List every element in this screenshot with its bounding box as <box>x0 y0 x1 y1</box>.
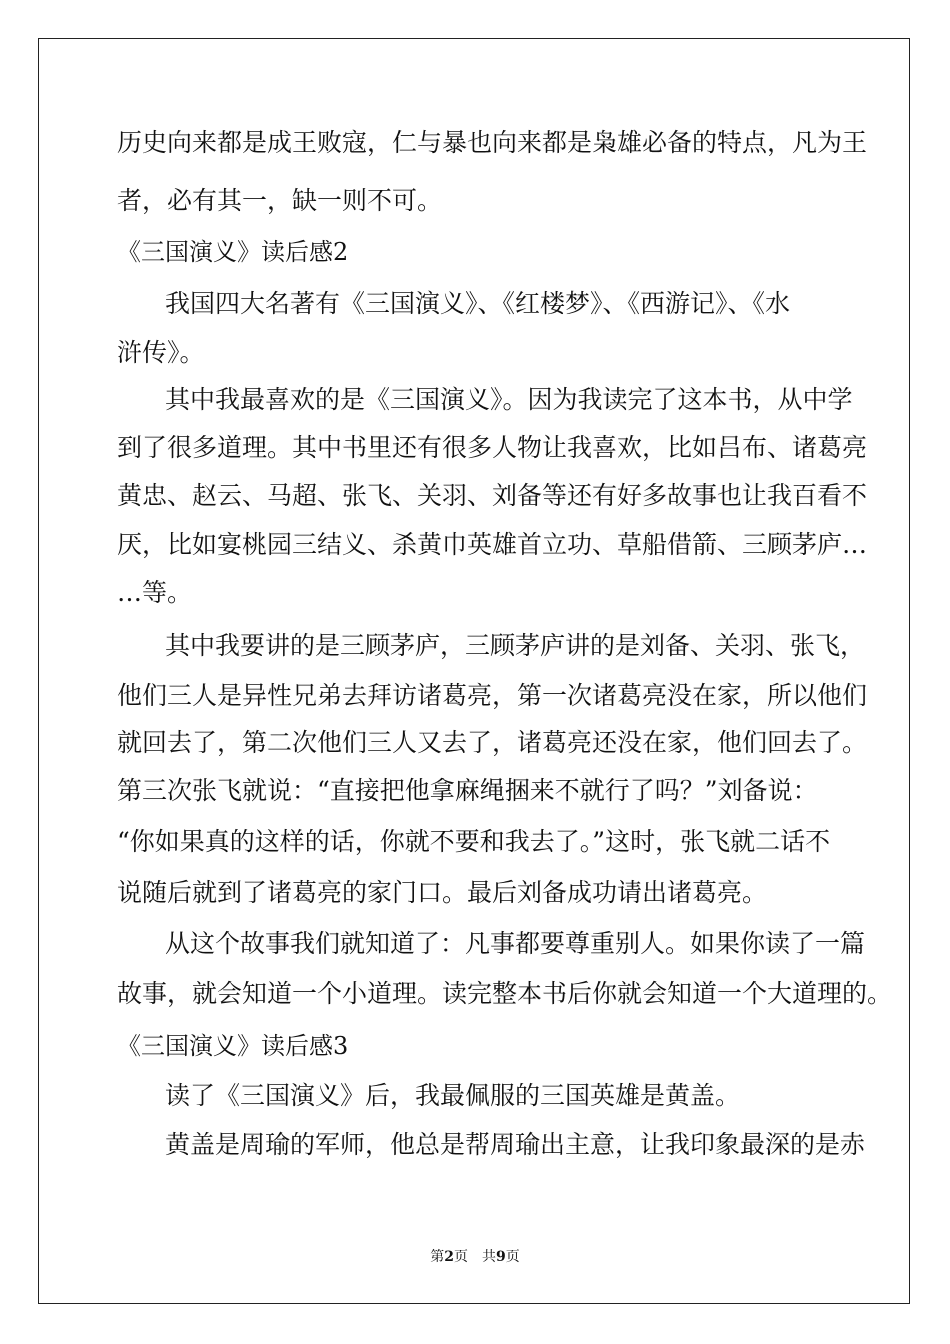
paragraph-line: 我国四大名著有《三国演义》、《红楼梦》、《西游记》、《水 <box>165 289 791 318</box>
paragraph-line: 到了很多道理。其中书里还有很多人物让我喜欢，比如吕布、诸葛亮 <box>117 433 868 462</box>
paragraph-line: 第三次张飞就说：“直接把他拿麻绳捆来不就行了吗？”刘备说： <box>117 776 818 805</box>
paragraph-line: 浒传》。 <box>117 338 205 367</box>
paragraph-line: 其中我最喜欢的是《三国演义》。因为我读完了这本书，从中学 <box>165 385 853 414</box>
paragraph-line: “你如果真的这样的话，你就不要和我去了。”这时，张飞就二话不 <box>117 827 831 856</box>
page-footer <box>0 1248 950 1266</box>
footer-prefix: 第 <box>430 1249 445 1265</box>
current-page-number: 2 <box>444 1249 454 1265</box>
paragraph-line: …等。 <box>117 578 193 607</box>
footer-mid: 页 共 <box>454 1249 496 1265</box>
paragraph-line: 说随后就到了诸葛亮的家门口。最后刘备成功请出诸葛亮。 <box>117 878 768 907</box>
paragraph-line: 故事，就会知道一个小道理。读完整本书后你就会知道一个大道理的。 <box>117 979 893 1008</box>
paragraph-line: 其中我要讲的是三顾茅庐，三顾茅庐讲的是刘备、关羽、张飞， <box>165 631 866 660</box>
paragraph-line: 历史向来都是成王败寇，仁与暴也向来都是枭雄必备的特点，凡为王 <box>117 128 868 157</box>
paragraph-line: 就回去了，第二次他们三人又去了，诸葛亮还没在家，他们回去了。 <box>117 728 868 757</box>
paragraph-line: 黄盖是周瑜的军师，他总是帮周瑜出主意，让我印象最深的是赤 <box>165 1130 866 1159</box>
section-heading: 《三国演义》读后感2 <box>117 238 349 266</box>
paragraph-line: 厌，比如宴桃园三结义、杀黄巾英雄首立功、草船借箭、三顾茅庐… <box>117 530 868 559</box>
paragraph-line: 读了《三国演义》后，我最佩服的三国英雄是黄盖。 <box>165 1081 741 1110</box>
paragraph-line: 他们三人是异性兄弟去拜访诸葛亮，第一次诸葛亮没在家，所以他们 <box>117 681 868 710</box>
page-border <box>38 38 910 1304</box>
section-heading: 《三国演义》读后感3 <box>117 1032 349 1060</box>
paragraph-line: 黄忠、赵云、马超、张飞、关羽、刘备等还有好多故事也让我百看不 <box>117 481 868 510</box>
paragraph-line: 者，必有其一，缺一则不可。 <box>117 186 443 215</box>
total-pages-number: 9 <box>496 1249 506 1265</box>
paragraph-line: 从这个故事我们就知道了：凡事都要尊重别人。如果你读了一篇 <box>165 929 866 958</box>
footer-suffix: 页 <box>505 1249 520 1265</box>
